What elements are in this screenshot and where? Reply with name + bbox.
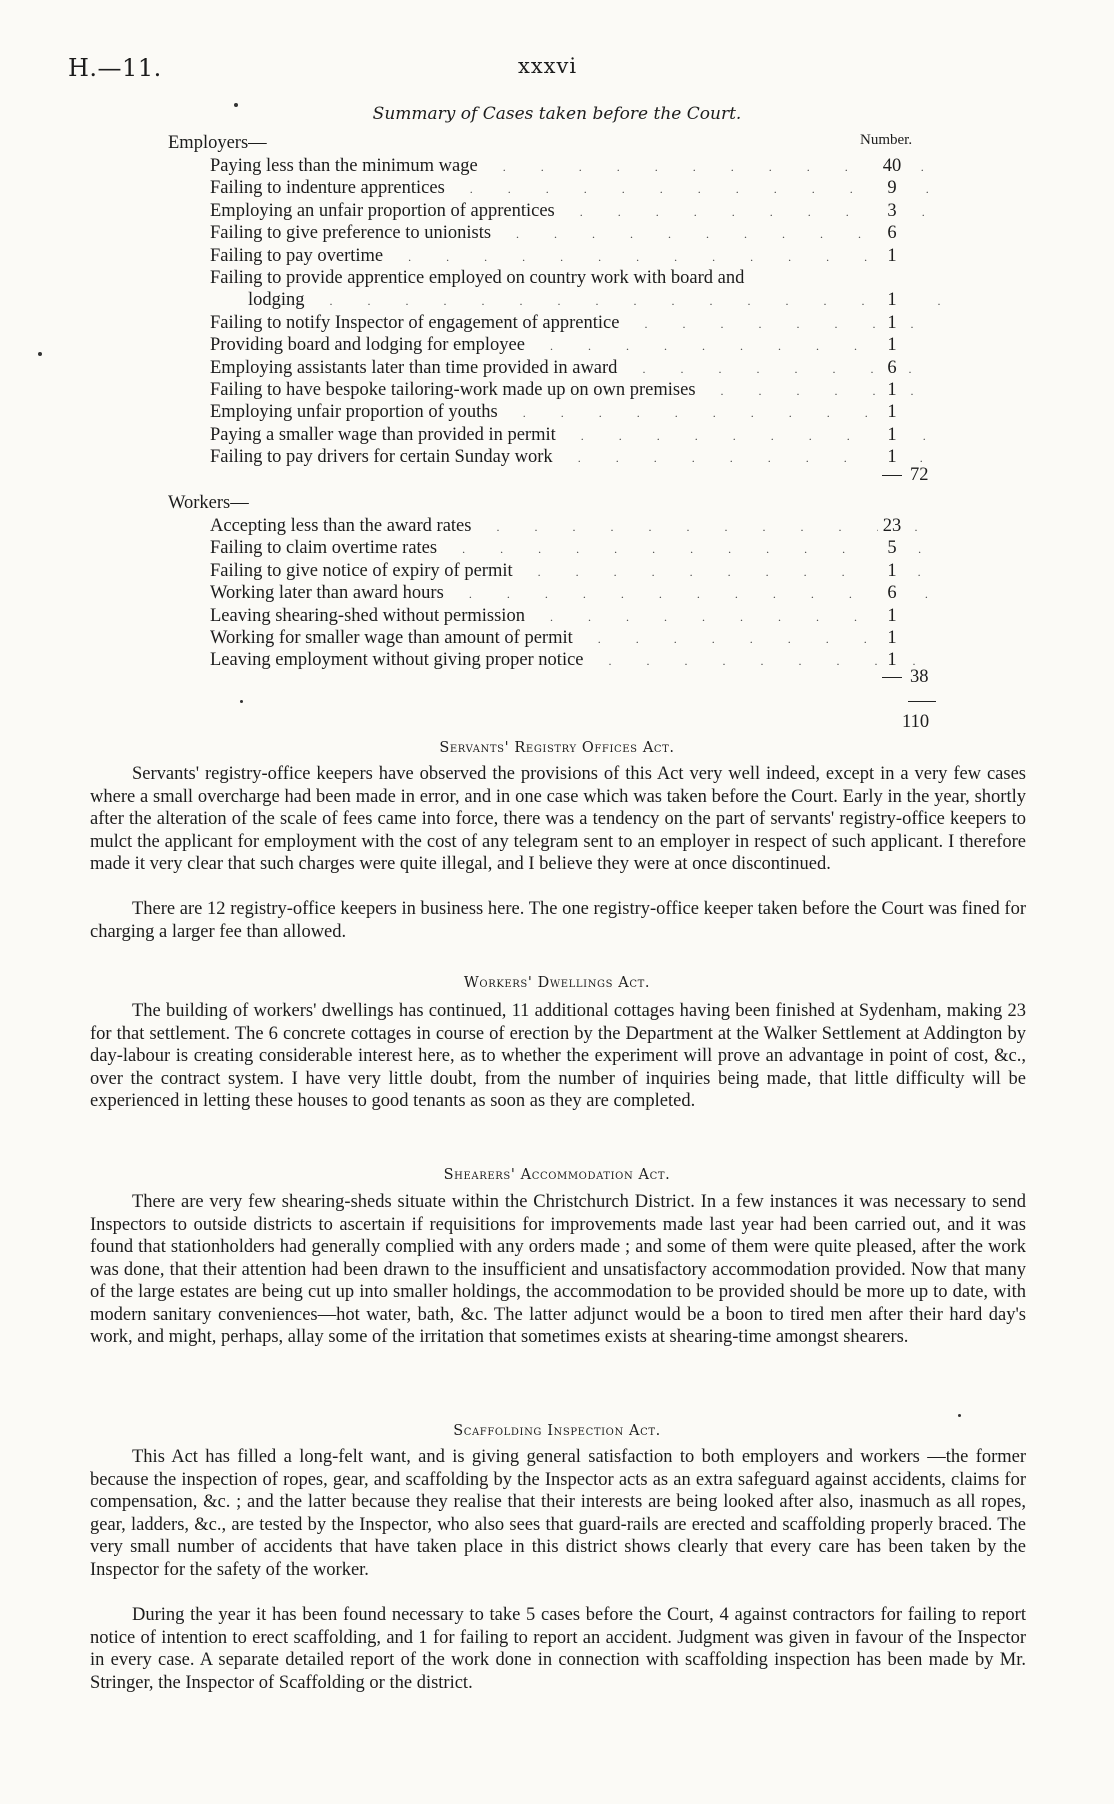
employers-table bbox=[168, 132, 948, 468]
employers-label: Employers— bbox=[168, 133, 267, 153]
paragraph: During the year it has been found necessary to take 5 cases before the Court, 4 against contractors for failing to report notice of intention to erect scaffolding, and 1 for failing to report an accident. Judgment was given in favour of the Inspector in every case. A separate detailed report of the work done in connection with scaffolding inspection has been made by Mr. Stringer, the Inspector of Scaffolding or the district. bbox=[90, 1605, 1026, 1693]
table-row: Leaving shearing-shed without permission . . . 1 bbox=[168, 605, 948, 627]
grand-total: 110 bbox=[902, 712, 930, 732]
table-row: Working for smaller wage than amount of permit . . . 1 bbox=[168, 627, 948, 649]
table-row-continuation: lodging . . . 1 bbox=[168, 289, 948, 311]
table-row: Leaving employment without giving proper notice . . . 1 bbox=[168, 649, 948, 671]
total-rule bbox=[908, 701, 936, 702]
table-row: Failing to provide apprentice employed on country work with board and bbox=[168, 267, 948, 289]
table-row: Failing to claim overtime rates . . . 5 bbox=[168, 537, 948, 559]
table-row: Failing to have bespoke tailoring-work made up on own premises . . . 1 bbox=[168, 379, 948, 401]
workers-label: Workers— bbox=[168, 493, 249, 513]
paragraph: There are 12 registry-office keepers in business here. The one registry-office keeper taken before the Court was fined for charging a larger fee than allowed. bbox=[90, 899, 1026, 942]
workers-subtotal: 38 bbox=[882, 667, 929, 688]
summary-title: Summary of Cases taken before the Court. bbox=[372, 104, 742, 124]
report-reference: H.—11. bbox=[68, 54, 162, 82]
table-row: Providing board and lodging for employee . . . 1 bbox=[168, 334, 948, 356]
table-row: Failing to give notice of expiry of permit . . . 1 bbox=[168, 560, 948, 582]
section-heading-dwellings: Workers' Dwellings Act. bbox=[463, 975, 651, 991]
table-row: Failing to notify Inspector of engagement of apprentice . . . 1 bbox=[168, 312, 948, 334]
table-row: Employing unfair proportion of youths . . . 1 bbox=[168, 401, 948, 423]
number-column-heading: Number. bbox=[860, 132, 913, 148]
table-row: Employing an unfair proportion of apprentices . . . 3 bbox=[168, 200, 948, 222]
table-row: Paying a smaller wage than provided in permit . . . 1 bbox=[168, 424, 948, 446]
table-row: Working later than award hours . . . 6 bbox=[168, 582, 948, 604]
table-row: Failing to pay drivers for certain Sunday work . . . 1 bbox=[168, 446, 948, 468]
paragraph: The building of workers' dwellings has continued, 11 additional cottages having been finished at Sydenham, making 23 for that settlement. The 6 concrete cottages in course of erection by the Department at the Walker Settlement at Addington by day-labour is creating considerable interest here, as to whether the experiment will prove an advantage in point of cost, &c., over the contract system. I have very little doubt, from the number of inquiries being made, that little difficulty will be experienced in letting these houses to good tenants as soon as they are completed. bbox=[90, 1001, 1026, 1111]
stray-mark bbox=[240, 700, 243, 703]
table-row: Failing to pay overtime . . . 1 bbox=[168, 245, 948, 267]
paragraph: There are very few shearing-sheds situate within the Christchurch District. In a few instances it was necessary to send Inspectors to outside districts to ascertain if requisitions for improvements made last year had been carried out, and it was found that stationholders had generally complied with any orders made ; and some of them were quite pleased, after the work was done, that their attention had been drawn to the insufficient and unsatisfactory accommodation provided. Now that many of the large estates are being cut up into smaller holdings, the accommodation to be provided should be more up to date, with modern sanitary conveniences—hot water, bath, &c. The latter adjunct would be a boon to tired men after their hard day's work, and might, perhaps, allay some of the irritation that sometimes exists at shearing-time amongst shearers. bbox=[90, 1192, 1026, 1347]
table-row: Failing to give preference to unionists . . . 6 bbox=[168, 222, 948, 244]
section-heading-scaffolding: Scaffolding Inspection Act. bbox=[453, 1423, 661, 1439]
workers-table bbox=[168, 492, 948, 672]
paragraph: Servants' registry-office keepers have observed the provisions of this Act very well indeed, except in a very few cases where a small overcharge had been made in error, and in one case which was taken before the Court. Early in the year, shortly after the alteration of the scale of fees came into force, there was a tendency on the part of servants' registry-office keepers to mulct the applicant for employment with the cost of any telegram sent to an employer in respect of such applicant. I therefore made it very clear that such charges were quite illegal, and I believe they were at once discontinued. bbox=[90, 764, 1026, 874]
employers-subtotal: 72 bbox=[882, 465, 929, 486]
stray-mark bbox=[958, 1414, 961, 1417]
section-heading-servants: Servants' Registry Offices Act. bbox=[439, 740, 675, 756]
section-heading-shearers: Shearers' Accommodation Act. bbox=[443, 1167, 671, 1183]
table-row: Paying less than the minimum wage . . . 40 bbox=[168, 155, 948, 177]
stray-mark bbox=[38, 352, 42, 356]
table-row: Accepting less than the award rates . . . 23 bbox=[168, 515, 948, 537]
page-number: xxxvi bbox=[518, 54, 578, 78]
table-row: Employing assistants later than time provided in award . . . 6 bbox=[168, 357, 948, 379]
table-row: Failing to indenture apprentices . . . 9 bbox=[168, 177, 948, 199]
paragraph: This Act has filled a long-felt want, and is giving general satisfaction to both employers and workers —the former because the inspection of ropes, gear, and scaffolding by the Inspector acts as an extra safeguard against accidents, claims for compensation, &c. ; and the latter because they realise that their interests are being looked after also, inasmuch as all ropes, gear, ladders, &c., are tested by the Inspector, who also sees that guard-rails are erected and scaffolding properly braced. The very small number of accidents that have taken place in this district shows clearly that every care has been taken by the Inspector for the safety of the worker. bbox=[90, 1447, 1026, 1580]
